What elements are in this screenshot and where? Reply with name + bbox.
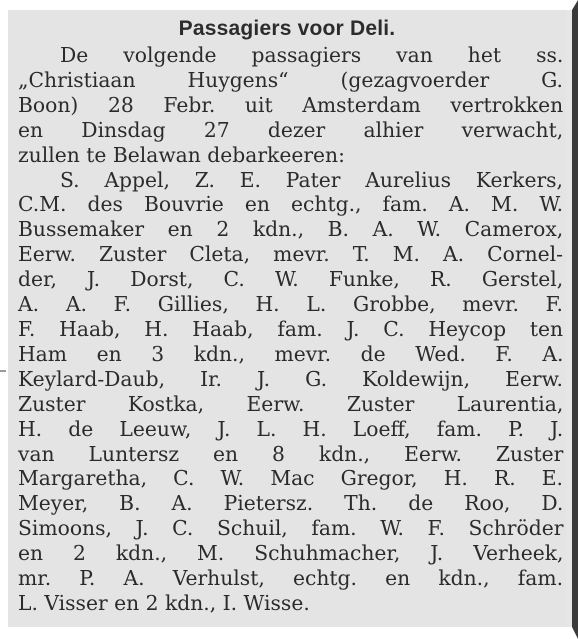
article-line: H. de Leeuw, J. L. H. Loeff, fam. P. J. [18,416,564,441]
article-line: De volgende passagiers van het ss. [60,43,564,67]
article-line: A. A. F. Gillies, H. L. Grobbe, mevr. F. [18,292,563,317]
article-line: mr. P. A. Verhulst, echtg. en kdn., fam. [18,566,564,591]
article-body [18,43,563,616]
article-line: der, J. Dorst, C. W. Funke, R. Gerstel, [18,267,564,292]
article-line: Keylard-Daub, Ir. J. G. Koldewijn, Eerw. [18,366,563,391]
newspaper-clipping [8,10,566,627]
article-line: S. Appel, Z. E. Pater Aurelius Kerkers, [60,167,563,192]
article-line: Bussemaker en 2 kdn., B. A. W. Camerox, [18,217,564,242]
article-line: Zuster Kostka, Eerw. Zuster Laurentia, [18,391,564,416]
article-line: C.M. des Bouvrie en echtg., fam. A. M. W. [18,192,564,217]
article-title: Passagiers voor Deli. [178,17,396,40]
article-line: L. Visser en 2 kdn., I. Wisse. [18,590,310,615]
article-line: en 2 kdn., M. Schuhmacher, J. Verheek, [18,541,564,566]
article-line: Meyer, B. A. Pietersz. Th. de Roo, D. [18,491,564,516]
article-line: Simoons, J. C. Schuil, fam. W. F. Schröder [18,516,564,541]
article-line: Ham en 3 kdn., mevr. de Wed. F. A. [18,341,564,366]
article-line: F. Haab, H. Haab, fam. J. C. Heycop ten [18,316,564,341]
article-line: en Dinsdag 27 dezer alhier verwacht, [18,117,564,142]
edge-mark [0,370,6,372]
article-line: van Luntersz en 8 kdn., Eerw. Zuster [18,441,564,466]
article-line: zullen te Belawan debarkeeren: [18,142,345,167]
article-line: Boon) 28 Febr. uit Amsterdam vertrokken [18,92,564,117]
article-line: Margaretha, C. W. Mac Gregor, H. R. E. [18,466,563,491]
article-line: Eerw. Zuster Cleta, mevr. T. M. A. Cornel- [18,242,563,267]
article-line: „Christiaan Huygens“ (gezagvoerder G. [18,67,563,92]
